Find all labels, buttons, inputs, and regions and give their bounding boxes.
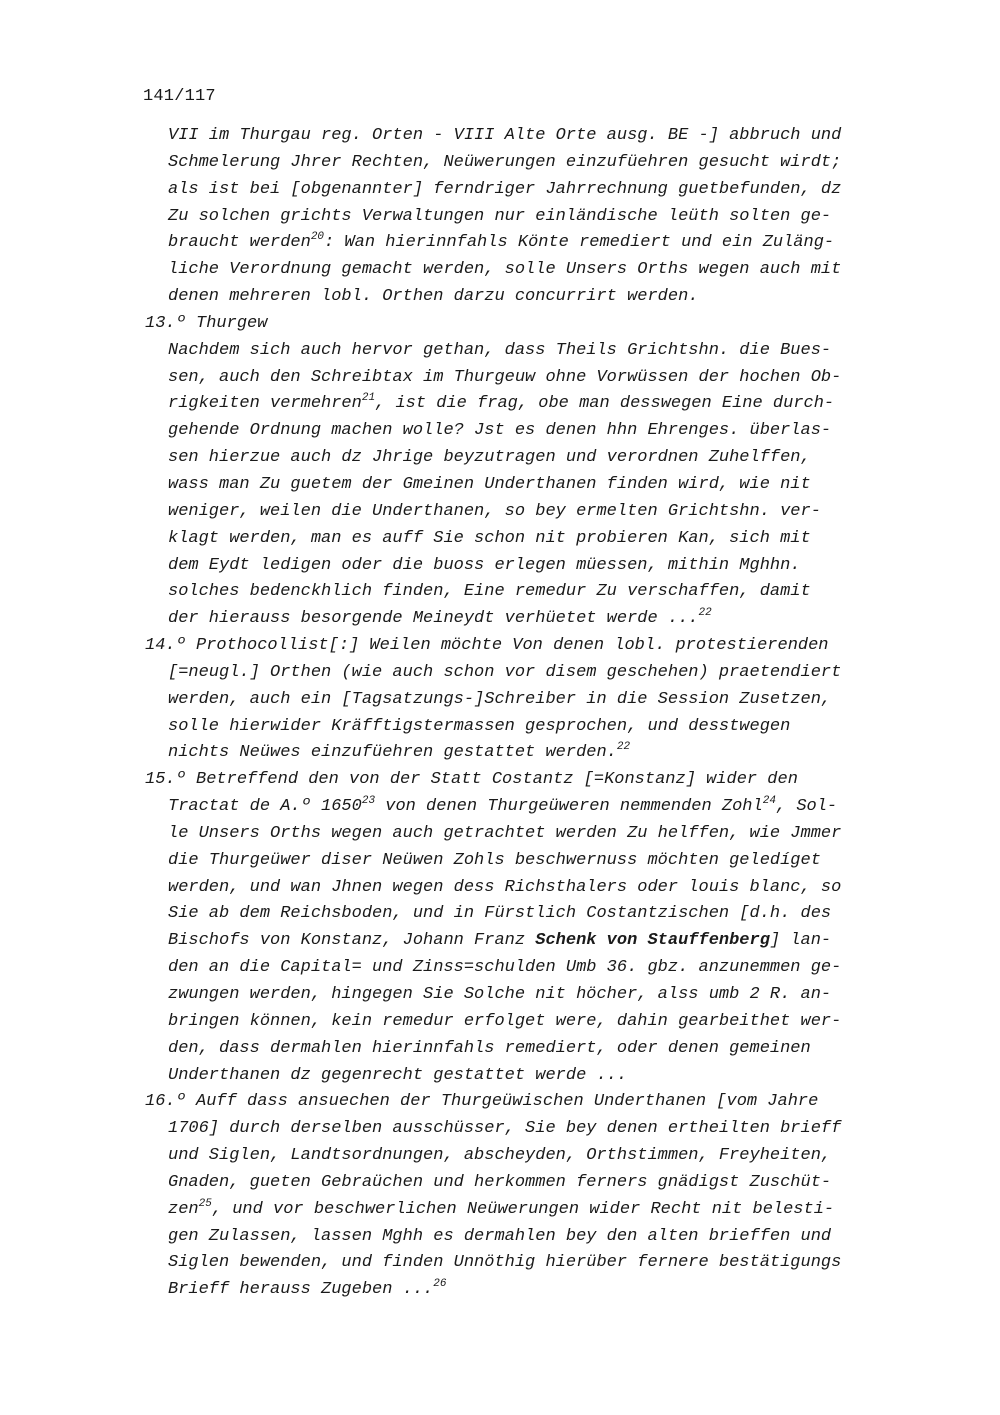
footnote-ref: 21 <box>361 392 376 405</box>
text-segment: Nachdem sich auch hervor gethan, dass Theils Grichtshn. die Bues- <box>168 340 832 360</box>
text-line <box>0 338 1000 365</box>
text-line <box>0 499 1000 526</box>
text-line <box>0 955 1000 982</box>
text-line <box>0 848 1000 875</box>
text-line <box>0 1250 1000 1277</box>
footnote-ref: 25 <box>198 1197 212 1210</box>
text-line <box>0 311 1000 338</box>
text-line <box>0 1063 1000 1090</box>
text-segment: braucht werden <box>168 233 311 253</box>
text-line <box>0 1089 1000 1116</box>
section-15 <box>0 767 1000 1089</box>
text-line <box>0 123 1000 150</box>
text-line <box>0 606 1000 633</box>
text-segment: Brieff herauss Zugeben ... <box>168 1280 434 1300</box>
text-line <box>0 821 1000 848</box>
page-number: 141/117 <box>143 87 216 106</box>
text-line <box>0 472 1000 499</box>
text-segment: Bischofs von Konstanz, Johann Franz <box>168 931 536 951</box>
text-segment: 14.º Prothocollist[:] Weilen möchte Von denen lobl. protestierenden <box>145 636 829 656</box>
text-line <box>0 553 1000 580</box>
text-segment: zen <box>168 1199 199 1219</box>
text-line <box>0 740 1000 767</box>
footnote-ref: 23 <box>361 795 376 808</box>
text-segment: Sie ab dem Reichsboden, und in Fürstlich Costantzischen [d.h. des <box>168 904 832 924</box>
text-segment: bringen können, kein remedur erfolget were, dahin gearbeithet wer- <box>168 1011 842 1031</box>
text-line <box>0 257 1000 284</box>
person-name: Schenk von Stauffenberg <box>535 931 770 951</box>
text-line <box>0 204 1000 231</box>
text-segment: sen hierzue auch dz Jhrige beyzutragen und verordnen Zuhelffen, <box>168 448 811 468</box>
section-16 <box>0 1089 1000 1304</box>
text-segment: wass man Zu guetem der Gmeinen Underthanen finden wird, wie nit <box>168 474 811 494</box>
text-segment: [=neugl.] Orthen (wie auch schon vor disem geschehen) praetendiert <box>168 662 842 682</box>
text-line <box>0 1116 1000 1143</box>
footnote-ref: 22 <box>698 607 712 620</box>
text-segment: 16.º Auff dass ansuechen der Thurgeüwischen Underthanen [vom Jahre <box>145 1092 819 1112</box>
text-line <box>0 1009 1000 1036</box>
text-segment: denen mehreren lobl. Orthen darzu concurrirt werden. <box>168 287 699 307</box>
text-segment: Gnaden, gueten Gebraüchen und herkommen ferners gnädigst Zuschüt- <box>168 1172 832 1192</box>
text-segment: als ist bei [obgenannter] ferndriger Jahrrechnung guetbefunden, dz <box>168 179 842 199</box>
text-segment: den an die Capital= und Zinss=schulden Umb 36. gbz. anzunemmen ge- <box>168 958 842 978</box>
text-segment: Siglen bewenden, und finden Unnöthig hierüber fernere bestätigungs <box>168 1253 842 1273</box>
footnote-ref: 20 <box>310 231 325 244</box>
text-line <box>0 1197 1000 1224</box>
text-segment: solle hierwider Kräfftigstermassen gesprochen, und desstwegen <box>168 716 791 736</box>
text-line <box>0 150 1000 177</box>
text-segment: liche Verordnung gemacht werden, solle Unsers Orths wegen auch mit <box>168 260 842 280</box>
text-segment: die Thurgeüwer diser Neüwen Zohls beschwernuss möchten geledíget <box>168 850 821 870</box>
text-line <box>0 1277 1000 1304</box>
text-line <box>0 794 1000 821</box>
continued-paragraph <box>0 123 1000 311</box>
text-segment: gen Zulassen, lassen Mghh es dermahlen bey den alten brieffen und <box>168 1226 832 1246</box>
text-line <box>0 633 1000 660</box>
text-segment: werden, und wan Jhnen wegen dess Richsthalers oder louis blanc, so <box>168 877 842 897</box>
text-segment: gehende Ordnung machen wolle? Jst es denen hhn Ehrenges. überlas- <box>168 421 832 441</box>
section-14 <box>0 633 1000 767</box>
text-line <box>0 365 1000 392</box>
text-segment: , Sol- <box>775 797 838 817</box>
text-line <box>0 445 1000 472</box>
text-segment: 1706] durch derselben ausschüsser, Sie bey denen ertheilten brieff <box>168 1119 842 1139</box>
text-segment: sen, auch den Schreibtax im Thurgeuw ohne Vorwüssen der hochen Ob- <box>168 367 842 387</box>
footnote-ref: 22 <box>616 741 631 754</box>
text-segment: rigkeiten vermehren <box>168 394 362 414</box>
text-line <box>0 660 1000 687</box>
text-line <box>0 982 1000 1009</box>
text-segment: dem Eydt ledigen oder die buoss erlegen müessen, mithin Mghhn. <box>168 555 801 575</box>
text-segment: werden, auch ein [Tagsatzungs-]Schreiber in die Session Zusetzen, <box>168 689 832 709</box>
text-segment: Underthanen dz gegenrecht gestattet werde ... <box>168 1065 628 1085</box>
text-segment: weniger, weilen die Underthanen, so bey ermelten Grichtshn. ver- <box>168 501 821 521</box>
text-line <box>0 230 1000 257</box>
text-line <box>0 714 1000 741</box>
text-segment: ] lan- <box>769 931 832 951</box>
text-line <box>0 391 1000 418</box>
text-line <box>0 1170 1000 1197</box>
text-segment: VII im Thurgau reg. Orten - VIII Alte Orte ausg. BE -] abbruch und <box>168 126 842 145</box>
text-line <box>0 1143 1000 1170</box>
text-segment: solches bedenckhlich finden, Eine remedur Zu verschaffen, damit <box>168 582 811 602</box>
text-segment: von denen Thurgeüweren nemmenden Zohl <box>375 797 763 817</box>
text-line <box>0 418 1000 445</box>
footnote-ref: 26 <box>433 1278 447 1291</box>
text-line <box>0 1036 1000 1063</box>
text-segment: Tractat de A.º 1650 <box>168 797 362 817</box>
text-segment: nichts Neüwes einzufüehren gestattet werden. <box>168 743 617 763</box>
text-segment: : Wan hierinnfahls Könte remediert und ein Zuläng- <box>324 233 835 253</box>
text-segment: und Siglen, Landtsordnungen, abscheyden, Orthstimmen, Freyheiten, <box>168 1146 832 1166</box>
text-line <box>0 284 1000 311</box>
text-line <box>0 767 1000 794</box>
text-segment: der hierauss besorgende Meineydt verhüetet werde ... <box>168 609 699 629</box>
section-13 <box>0 311 1000 633</box>
document-body <box>0 123 1000 1304</box>
text-segment: , und vor beschwerlichen Neüwerungen wider Recht nit belesti- <box>211 1199 835 1219</box>
text-segment: den, dass dermahlen hierinnfahls remediert, oder denen gemeinen <box>168 1038 811 1058</box>
text-segment: klagt werden, man es auff Sie schon nit probieren Kan, sich mit <box>168 528 811 548</box>
text-segment: 13.º Thurgew <box>145 313 268 333</box>
text-segment: zwungen werden, hingegen Sie Solche nit höcher, alss umb 2 R. an- <box>168 985 832 1004</box>
text-segment: 15.º Betreffend den von der Statt Costantz [=Konstanz] wider den <box>145 770 798 790</box>
text-line <box>0 901 1000 928</box>
text-line <box>0 687 1000 714</box>
text-segment: Schmelerung Jhrer Rechten, Neüwerungen einzufüehren gesucht wirdt; <box>168 152 842 172</box>
text-segment: Zu solchen grichts Verwaltungen nur einländische leüth solten ge- <box>168 206 832 226</box>
text-line <box>0 177 1000 204</box>
text-segment: , ist die frag, obe man desswegen Eine durch- <box>375 394 835 414</box>
text-line <box>0 928 1000 955</box>
text-segment: le Unsers Orths wegen auch getrachtet werden Zu helffen, wie Jmmer <box>168 823 842 843</box>
text-line <box>0 526 1000 553</box>
text-line <box>0 579 1000 606</box>
text-line <box>0 875 1000 902</box>
text-line <box>0 1224 1000 1251</box>
footnote-ref: 24 <box>762 795 776 808</box>
